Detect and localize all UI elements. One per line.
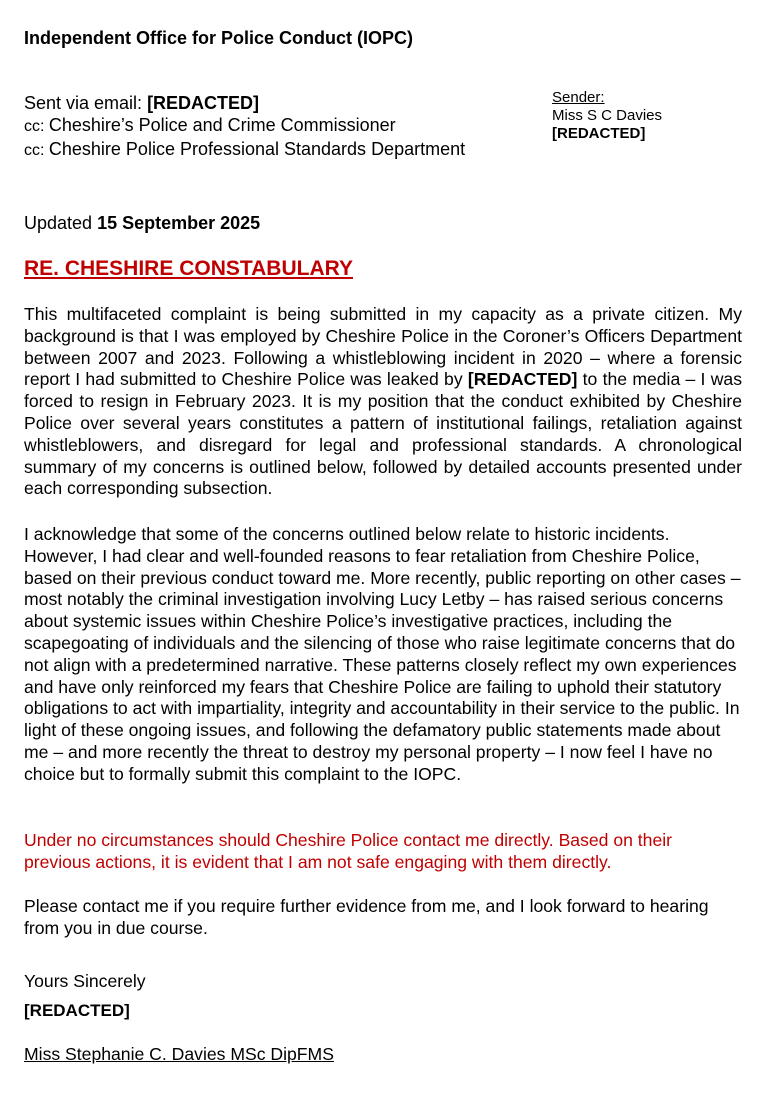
- paragraph-background: [24, 304, 742, 500]
- sender-address-redacted: [REDACTED]: [552, 125, 646, 142]
- sent-via-line: [24, 92, 465, 114]
- contact-warning: Under no circumstances should Cheshire Police contact me directly. Based on their previous actions, it is evident that I am not safe engaging with them directly.: [24, 830, 673, 872]
- sent-via-label: Sent via email:: [24, 93, 148, 113]
- sender-block: [552, 89, 662, 143]
- signatory-name: Miss Stephanie C. Davies MSc DipFMS: [24, 1044, 334, 1064]
- cc-prefix: cc:: [24, 118, 49, 135]
- recipient-heading: Independent Office for Police Conduct (IOPC): [24, 28, 414, 48]
- sent-via-redacted: [REDACTED]: [147, 93, 260, 113]
- signature-redacted: [REDACTED]: [24, 1001, 130, 1020]
- closing: Yours Sincerely: [24, 971, 146, 991]
- p1-redacted: [REDACTED]: [467, 369, 578, 390]
- cc-name: Cheshire’s Police and Crime Commissioner: [48, 115, 396, 135]
- cc-line-standards: [24, 138, 465, 162]
- paragraph-concerns: I acknowledge that some of the concerns outlined below relate to historic incidents. However, I had clear and well-founded reasons to fear retaliation from Cheshire Police, based on their previous conduct toward me. More recently, public reporting on other cases – most notably the criminal investigation involving Lucy Letby – has raised serious concerns about systemic issues within Cheshire Police’s investigative practices, including the scapegoating of individuals and the silencing of those who raise legitimate concerns that do not align with a predetermined narrative. These patterns closely reflect my own experiences and have only reinforced my fears that Cheshire Police are failing to uphold their statutory obligations to act with impartiality, integrity and accountability in their service to the public. In light of these ongoing issues, and following the defamatory public statements made about me – and more recently the threat to destroy my personal property – I now feel I have no choice but to formally submit this complaint to the IOPC.: [24, 524, 741, 784]
- subject-heading: RE. CHESHIRE CONSTABULARY: [24, 257, 354, 280]
- date-prefix: Updated: [24, 213, 98, 233]
- sender-name: Miss S C Davies: [552, 107, 663, 124]
- date-value: 15 September 2025: [97, 213, 261, 233]
- p1-text-a: This multifaceted complaint is being submitted in my capacity as a private citizen. My background is that I was employed by Cheshire Police in the Coroner’s Officers Department between 2007 and 2023. Following a whistleblowing incident in 2020 – where a forensic report I had submitted to Cheshire Police was leaked by: [24, 304, 742, 390]
- paragraph-contact-request: Please contact me if you require further evidence from me, and I look forward to hearing from you in due course.: [24, 896, 709, 938]
- cc-name: Cheshire Police Professional Standards Department: [48, 139, 466, 159]
- sent-via-block: [24, 92, 465, 162]
- cc-line-commissioner: [24, 114, 465, 138]
- cc-prefix: cc:: [24, 142, 49, 159]
- sender-label: Sender:: [552, 89, 605, 106]
- p1-text-b: to the media – I was forced to resign in February 2023. It is my position that the conduct exhibited by Cheshire Police over several years constitutes a pattern of institutional failings, retaliation against whistleblowers, and disregard for legal and professional standards. A chronological summary of my concerns is outlined below, followed by detailed accounts presented under each corresponding subsection.: [24, 369, 743, 499]
- date-line: [24, 213, 260, 234]
